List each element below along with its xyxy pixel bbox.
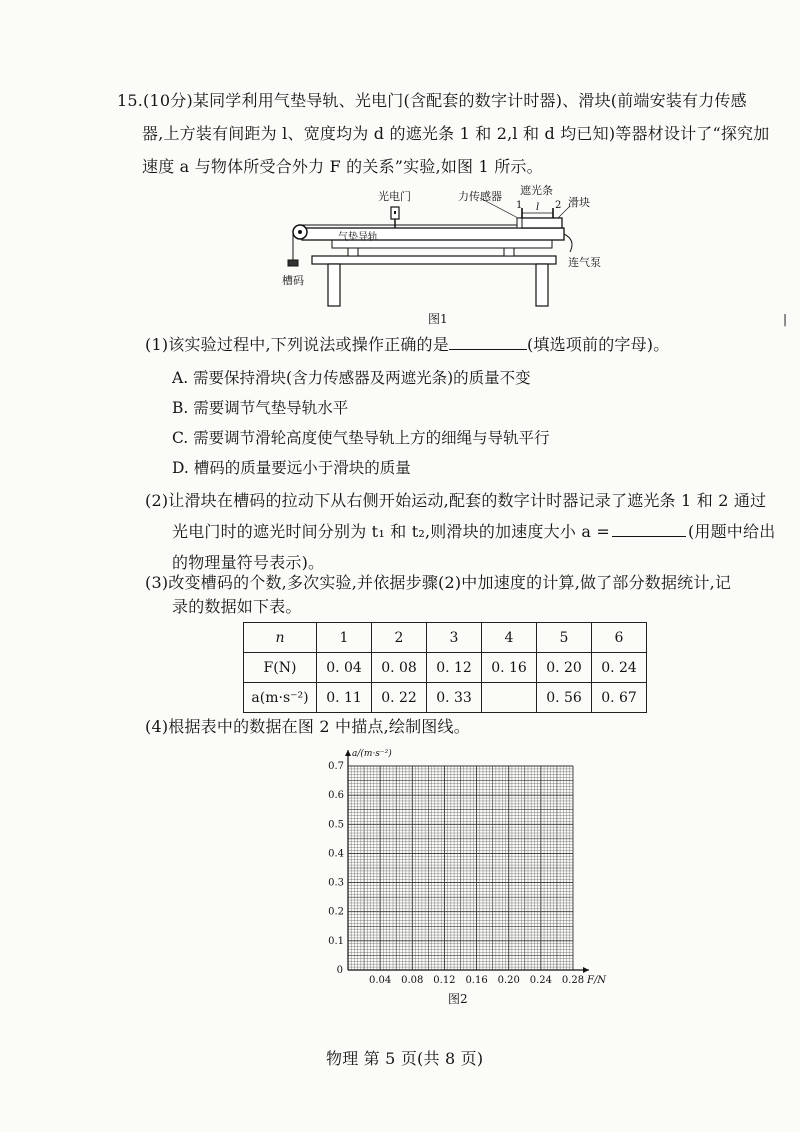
part1-answer-blank[interactable] — [449, 335, 527, 350]
page-footer: 物理 第 5 页(共 8 页) — [326, 1049, 484, 1068]
question-score: (10分) — [143, 91, 193, 110]
part2-answer-blank[interactable] — [612, 522, 686, 537]
x-tick-label: 0.16 — [465, 975, 488, 986]
label-strip-2: 2 — [555, 200, 562, 211]
margin-mark: | — [783, 312, 788, 326]
table-cell: 6 — [592, 623, 647, 653]
support-right — [504, 248, 514, 256]
label-photogate: 光电门 — [378, 190, 411, 203]
table-cell: 0. 08 — [372, 653, 427, 683]
part3-line-2: 录的数据如下表。 — [172, 597, 302, 616]
y-tick-label: 0.5 — [328, 819, 344, 831]
table-cell: 2 — [372, 623, 427, 653]
question-line-2 — [142, 123, 769, 145]
question-number: 15. — [117, 91, 144, 110]
part1-option-d: D. 槽码的质量要远小于滑块的质量 — [172, 459, 411, 477]
table-cell: 4 — [482, 623, 537, 653]
label-weight: 槽码 — [282, 274, 304, 287]
question-line-1 — [117, 90, 747, 112]
table-cell: 0. 11 — [317, 683, 372, 713]
part2-line-2-before: 光电门时的遮光时间分别为 t₁ 和 t₂,则滑块的加速度大小 a = — [172, 522, 610, 541]
y-tick-label: 0.7 — [328, 761, 344, 772]
figure-2-graph[interactable] — [320, 744, 607, 1004]
y-axis-label: a/(m·s⁻²) — [352, 749, 392, 759]
part3-line-1: (3)改变槽码的个数,多次实验,并依据步骤(2)中加速度的计算,做了部分数据统计,记 — [145, 573, 732, 592]
table-header-a: a(m·s⁻²) — [244, 683, 317, 713]
table-cell: 1 — [317, 623, 372, 653]
label-slider: 滑块 — [568, 196, 590, 209]
label-air-track: 气垫导轨 — [338, 232, 378, 243]
table-cell-empty[interactable] — [482, 683, 537, 713]
x-tick-label: 0.20 — [497, 975, 520, 986]
table-cell: 0. 16 — [482, 653, 537, 683]
part2-line-3: 的物理量符号表示)。 — [172, 553, 325, 572]
part1-option-b: B. 需要调节气垫导轨水平 — [172, 399, 349, 417]
table-leg-left — [328, 264, 340, 306]
slider-body — [520, 218, 562, 228]
question-stem-1: 某同学利用气垫导轨、光电门(含配套的数字计时器)、滑块(前端安装有力传感 — [192, 91, 747, 110]
force-sensor — [517, 218, 522, 228]
part1-option-c: C. 需要调节滑轮高度使气垫导轨上方的细绳与导轨平行 — [172, 429, 550, 447]
label-spacing: l — [536, 202, 540, 213]
part1-stem-before: (1)该实验过程中,下列说法或操作正确的是 — [145, 335, 449, 354]
table-row-f — [244, 653, 647, 683]
part1-stem — [145, 334, 669, 356]
label-light-strip: 遮光条 — [520, 184, 553, 197]
figure-1-caption: 图1 — [428, 312, 448, 326]
table-cell: 0. 67 — [592, 683, 647, 713]
y-axis-arrow — [345, 750, 351, 756]
photogate-dot — [394, 211, 396, 214]
y-tick-label: 0.1 — [328, 935, 344, 947]
question-line-3 — [142, 156, 543, 178]
hanging-weight — [288, 260, 298, 266]
support-left — [348, 248, 358, 256]
table-top — [312, 256, 556, 264]
table-cell: 3 — [427, 623, 482, 653]
table-cell: 0. 12 — [427, 653, 482, 683]
part1-stem-after: (填选项前的字母)。 — [526, 335, 670, 354]
table-header-f: F(N) — [244, 653, 317, 683]
table-row-a — [244, 683, 647, 713]
question-stem-3: 速度 a 与物体所受合外力 F 的关系”实验,如图 1 所示。 — [142, 157, 543, 176]
y-tick-label: 0.4 — [328, 848, 344, 860]
table-cell: 0. 20 — [537, 653, 592, 683]
ticks — [328, 748, 607, 986]
table-cell: 0. 56 — [537, 683, 592, 713]
pump-hose — [564, 234, 572, 252]
part2-line-1: (2)让滑块在槽码的拉动下从右侧开始运动,配套的数字计时器记录了遮光条 1 和 2 通过 — [145, 491, 767, 510]
x-tick-label: 0.12 — [433, 975, 456, 986]
x-tick-label: 0.24 — [529, 975, 552, 986]
x-tick-label: 0.04 — [369, 975, 392, 986]
table-leg-right — [536, 264, 548, 306]
fine-grid — [348, 766, 573, 970]
y-tick-label: 0.6 — [328, 790, 344, 802]
y-tick-label: 0.2 — [328, 906, 344, 918]
figure-1-apparatus — [270, 180, 610, 310]
label-force-sensor: 力传感器 — [458, 190, 502, 203]
table-row-n — [244, 623, 647, 653]
x-axis-arrow — [583, 967, 589, 973]
part4-line: (4)根据表中的数据在图 2 中描点,绘制图线。 — [145, 717, 470, 736]
part1-option-a: A. 需要保持滑块(含力传感器及两遮光条)的质量不变 — [172, 369, 531, 387]
x-axis-label: F/N — [587, 975, 607, 986]
part2-line-2-after: (用题中给出 — [687, 522, 776, 541]
part2-line-2 — [172, 521, 775, 543]
table-cell: 5 — [537, 623, 592, 653]
table-header-n: n — [244, 623, 317, 653]
table-cell: 0. 22 — [372, 683, 427, 713]
table-cell: 0. 24 — [592, 653, 647, 683]
table-cell: 0. 04 — [317, 653, 372, 683]
pulley-axle — [298, 230, 302, 234]
question-stem-2: 器,上方装有间距为 l、宽度均为 d 的遮光条 1 和 2,l 和 d 均已知)等器材设计了“探究加 — [142, 124, 770, 143]
data-table — [243, 622, 647, 713]
label-pump: 连气泵 — [568, 256, 601, 269]
origin-label: 0 — [336, 965, 343, 976]
table-cell: 0. 33 — [427, 683, 482, 713]
figure-2-caption: 图2 — [448, 992, 468, 1006]
y-tick-label: 0.3 — [328, 877, 344, 889]
x-tick-label: 0.08 — [401, 975, 424, 986]
label-strip-1: 1 — [516, 200, 523, 211]
x-tick-label: 0.28 — [561, 975, 585, 986]
